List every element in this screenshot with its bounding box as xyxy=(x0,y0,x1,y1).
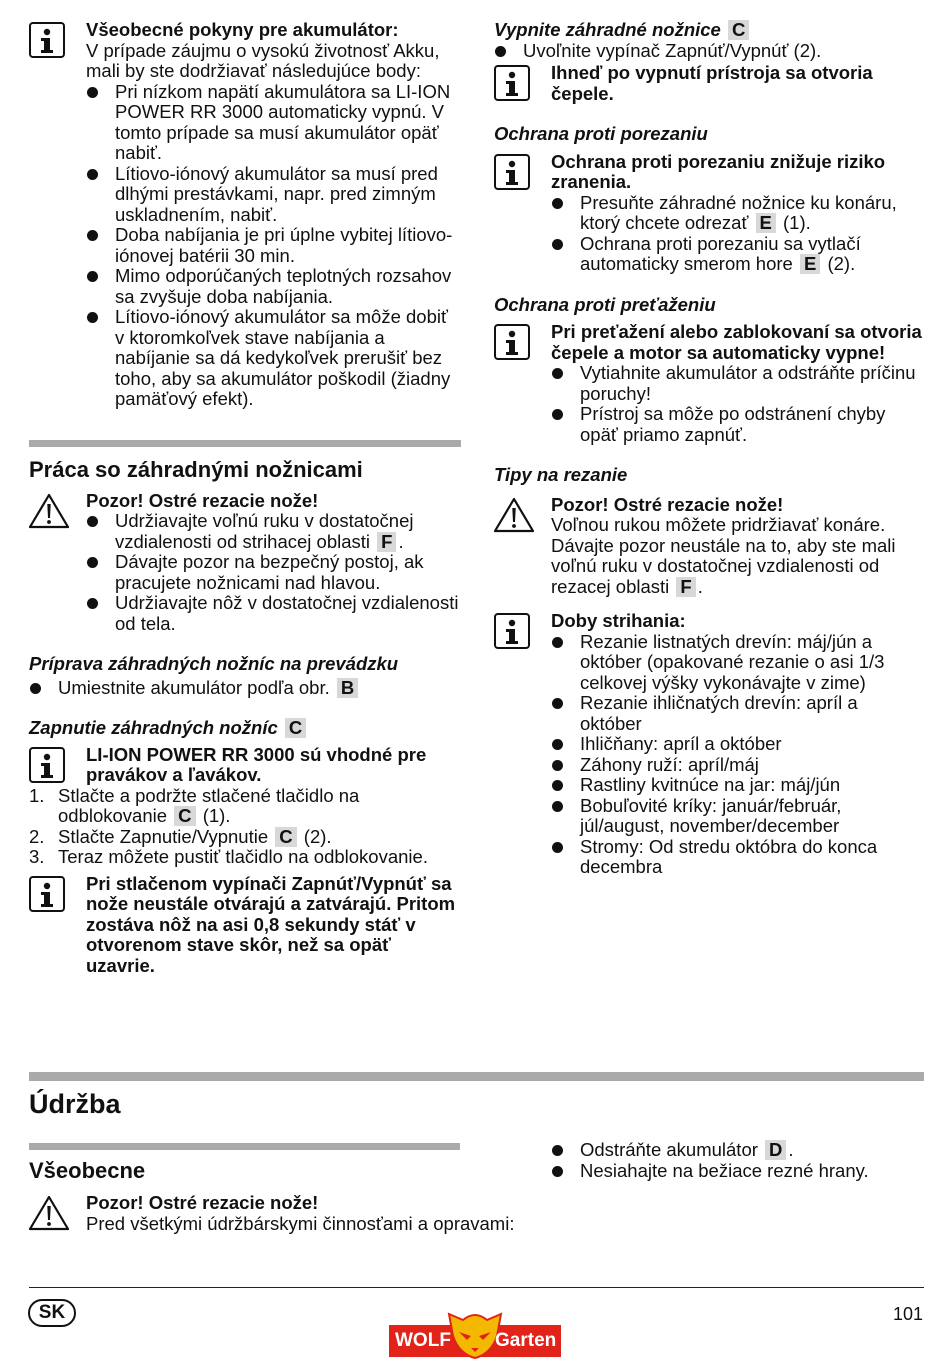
times-list xyxy=(551,632,924,878)
warning-title: Pozor! Ostré rezacie nože! xyxy=(86,489,319,511)
figure-key-badge: E xyxy=(756,213,776,233)
info-icon xyxy=(494,324,530,360)
times-title: Doby strihania: xyxy=(551,610,686,631)
on-info-block xyxy=(29,745,461,786)
list-item: Umiestnite akumulátor podľa obr. B xyxy=(29,678,461,699)
page-number: 101 xyxy=(892,1304,923,1324)
akku-info-block xyxy=(29,20,461,410)
list-item: Stromy: Od stredu októbra do konca decembra xyxy=(551,837,924,878)
info-text: LI-ION POWER RR 3000 sú vhodné pre pravákov a ľavákov. xyxy=(86,743,427,785)
on-info-block-2 xyxy=(29,874,461,977)
list-item: Presuňte záhradné nožnice ku konáru, ktorý chcete odrezať E (1). xyxy=(551,193,924,234)
akku-intro: V prípade záujmu o vysokú životnosť Akku, mali by ste dodržiavať následujúce body: xyxy=(86,39,440,81)
maint-heading: Údržba xyxy=(29,1089,121,1119)
warning-icon xyxy=(494,497,534,533)
step-item: 1. Stlačte a podržte stlačené tlačidlo na odblokovanie C (1). xyxy=(29,784,360,826)
list-item: Rastliny kvitnúce na jar: máj/jún xyxy=(551,775,924,796)
info-icon xyxy=(494,154,530,190)
warning-title: Pozor! Ostré rezacie nože! xyxy=(86,1192,319,1213)
times-info-block xyxy=(494,611,924,878)
list-item: Rezanie ihličnatých drevín: apríl a október xyxy=(551,693,924,734)
warning-icon xyxy=(29,493,69,529)
list-item: Udržiavajte nôž v dostatočnej vzdialenosti od tela. xyxy=(86,593,461,634)
left-column xyxy=(29,20,461,976)
info-text: Pri preťažení alebo zablokovaní sa otvoria čepele a motor sa automaticky vypne! xyxy=(551,321,922,363)
footer-rule xyxy=(29,1287,924,1288)
right-column xyxy=(494,20,924,878)
tips-warning-block xyxy=(494,495,924,598)
overload-info-block xyxy=(494,322,924,445)
figure-key-badge: B xyxy=(337,678,358,698)
cut-info-block xyxy=(494,152,924,275)
prep-list xyxy=(29,678,461,699)
step-item: 2. Stlačte Zapnutie/Vypnutie C (2). xyxy=(29,825,332,847)
warning-title: Pozor! Ostré rezacie nože! xyxy=(551,493,784,515)
warning-text: Pred všetkými údržbárskymi činnosťami a opravami: xyxy=(86,1212,515,1234)
off-info-block xyxy=(494,63,924,104)
info-icon xyxy=(494,65,530,101)
list-item: Lítiovo-iónový akumulátor sa musí pred dlhými prestávkami, napr. pred zimným uskladnením, nabiť. xyxy=(86,164,461,226)
info-icon xyxy=(29,876,65,912)
work-list xyxy=(86,511,461,634)
akku-list xyxy=(86,82,461,410)
wolf-garten-logo xyxy=(389,1306,561,1360)
list-item: Lítiovo-iónový akumulátor sa môže dobiť v ktoromkoľvek stave nabíjania a nabíjanie sa dá kedykoľvek prerušiť bez toho, aby sa akumulátor poškodil (žiadny pamäťový efekt). xyxy=(86,307,461,410)
tips-heading: Tipy na rezanie xyxy=(494,464,628,485)
section-divider xyxy=(29,440,461,447)
figure-key-badge: D xyxy=(765,1140,786,1160)
list-item: Bobuľovité kríky: január/február, júl/august, november/december xyxy=(551,796,924,837)
info-text: Ihneď po vypnutí prístroja sa otvoria čepele. xyxy=(551,62,873,104)
info-icon xyxy=(494,613,530,649)
maint-rule xyxy=(29,1072,924,1081)
info-text: Ochrana proti porezaniu znižuje riziko zranenia. xyxy=(551,150,886,192)
general-heading: Všeobecne xyxy=(29,1158,146,1183)
list-item: Mimo odporúčaných teplotných rozsahov sa zvyšuje doba nabíjania. xyxy=(86,266,461,307)
maint-list xyxy=(551,1140,923,1181)
prep-heading: Príprava záhradných nožníc na prevádzku xyxy=(29,653,399,674)
on-heading: Zapnutie záhradných nožníc C xyxy=(29,718,461,739)
figure-key-badge: C xyxy=(728,20,749,40)
warning-text: Voľnou rukou môžete pridržiavať konáre. Dávajte pozor neustále na to, aby ste mali voľnú ruku v dostatočnej vzdialenosti od rezacej oblasti F . xyxy=(551,514,896,597)
off-list xyxy=(494,41,924,62)
step-item: 3. Teraz môžete pustiť tlačidlo na odblokovanie. xyxy=(29,846,428,867)
logo-left-text: WOLF xyxy=(395,1330,451,1351)
list-item: Záhony ruží: apríl/máj xyxy=(551,755,924,776)
cut-heading: Ochrana proti porezaniu xyxy=(494,123,708,144)
figure-key-badge: F xyxy=(676,577,695,597)
overload-heading: Ochrana proti preťaženiu xyxy=(494,293,716,315)
list-item: Ochrana proti porezaniu sa vytlačí automaticky smerom hore E (2). xyxy=(551,234,924,275)
work-warning-block xyxy=(29,491,461,635)
list-item: Pri nízkom napätí akumulátora sa LI-ION POWER RR 3000 automaticky vypnú. V tomto prípade sa musí akumulátor opäť nabiť. xyxy=(86,82,461,164)
list-item: Doba nabíjania je pri úplne vybitej lítiovo-iónovej batérii 30 min. xyxy=(86,225,461,266)
work-heading: Práca so záhradnými nožnicami xyxy=(29,456,363,482)
list-item: Rezanie listnatých drevín: máj/jún a október (opakované rezanie o asi 1/3 celkovej výšky vykonávajte v zime) xyxy=(551,632,924,694)
info-text: Pri stlačenom vypínači Zapnúť/Vypnúť sa nože neustále otvárajú a zatvárajú. Pritom zostáva nôž na asi 0,8 sekundy stáť v otvorenom stave skôr, než sa opäť uzavrie. xyxy=(86,872,456,976)
figure-key-badge: C xyxy=(285,718,306,738)
off-heading: Vypnite záhradné nožnice C xyxy=(494,20,924,41)
info-icon xyxy=(29,747,65,783)
warning-icon xyxy=(29,1195,69,1231)
maint-warning-block xyxy=(29,1193,518,1234)
akku-title: Všeobecné pokyny pre akumulátor: xyxy=(86,19,399,40)
cut-list xyxy=(551,193,924,275)
general-rule xyxy=(29,1143,460,1150)
list-item: Odstráňte akumulátor D . xyxy=(551,1140,923,1161)
list-item: Dávajte pozor na bezpečný postoj, ak pracujete nožnicami nad hlavou. xyxy=(86,552,461,593)
info-icon xyxy=(29,22,65,58)
figure-key-badge: F xyxy=(377,532,396,552)
list-item: Ihličňany: apríl a október xyxy=(551,734,924,755)
list-item: Nesiahajte na bežiace rezné hrany. xyxy=(551,1161,923,1182)
list-item: Prístroj sa môže po odstránení chyby opäť priamo zapnúť. xyxy=(551,404,924,445)
overload-list xyxy=(551,363,924,445)
language-badge: SK xyxy=(28,1299,76,1327)
figure-key-badge: C xyxy=(275,827,296,847)
on-steps xyxy=(29,786,461,868)
list-item: Udržiavajte voľnú ruku v dostatočnej vzdialenosti od strihacej oblasti F . xyxy=(86,511,461,552)
list-item: Uvoľnite vypínač Zapnúť/Vypnúť (2). xyxy=(494,41,924,62)
logo-right-text: Garten xyxy=(495,1330,557,1351)
figure-key-badge: E xyxy=(800,254,820,274)
list-item: Vytiahnite akumulátor a odstráňte príčinu poruchy! xyxy=(551,363,924,404)
figure-key-badge: C xyxy=(174,806,195,826)
